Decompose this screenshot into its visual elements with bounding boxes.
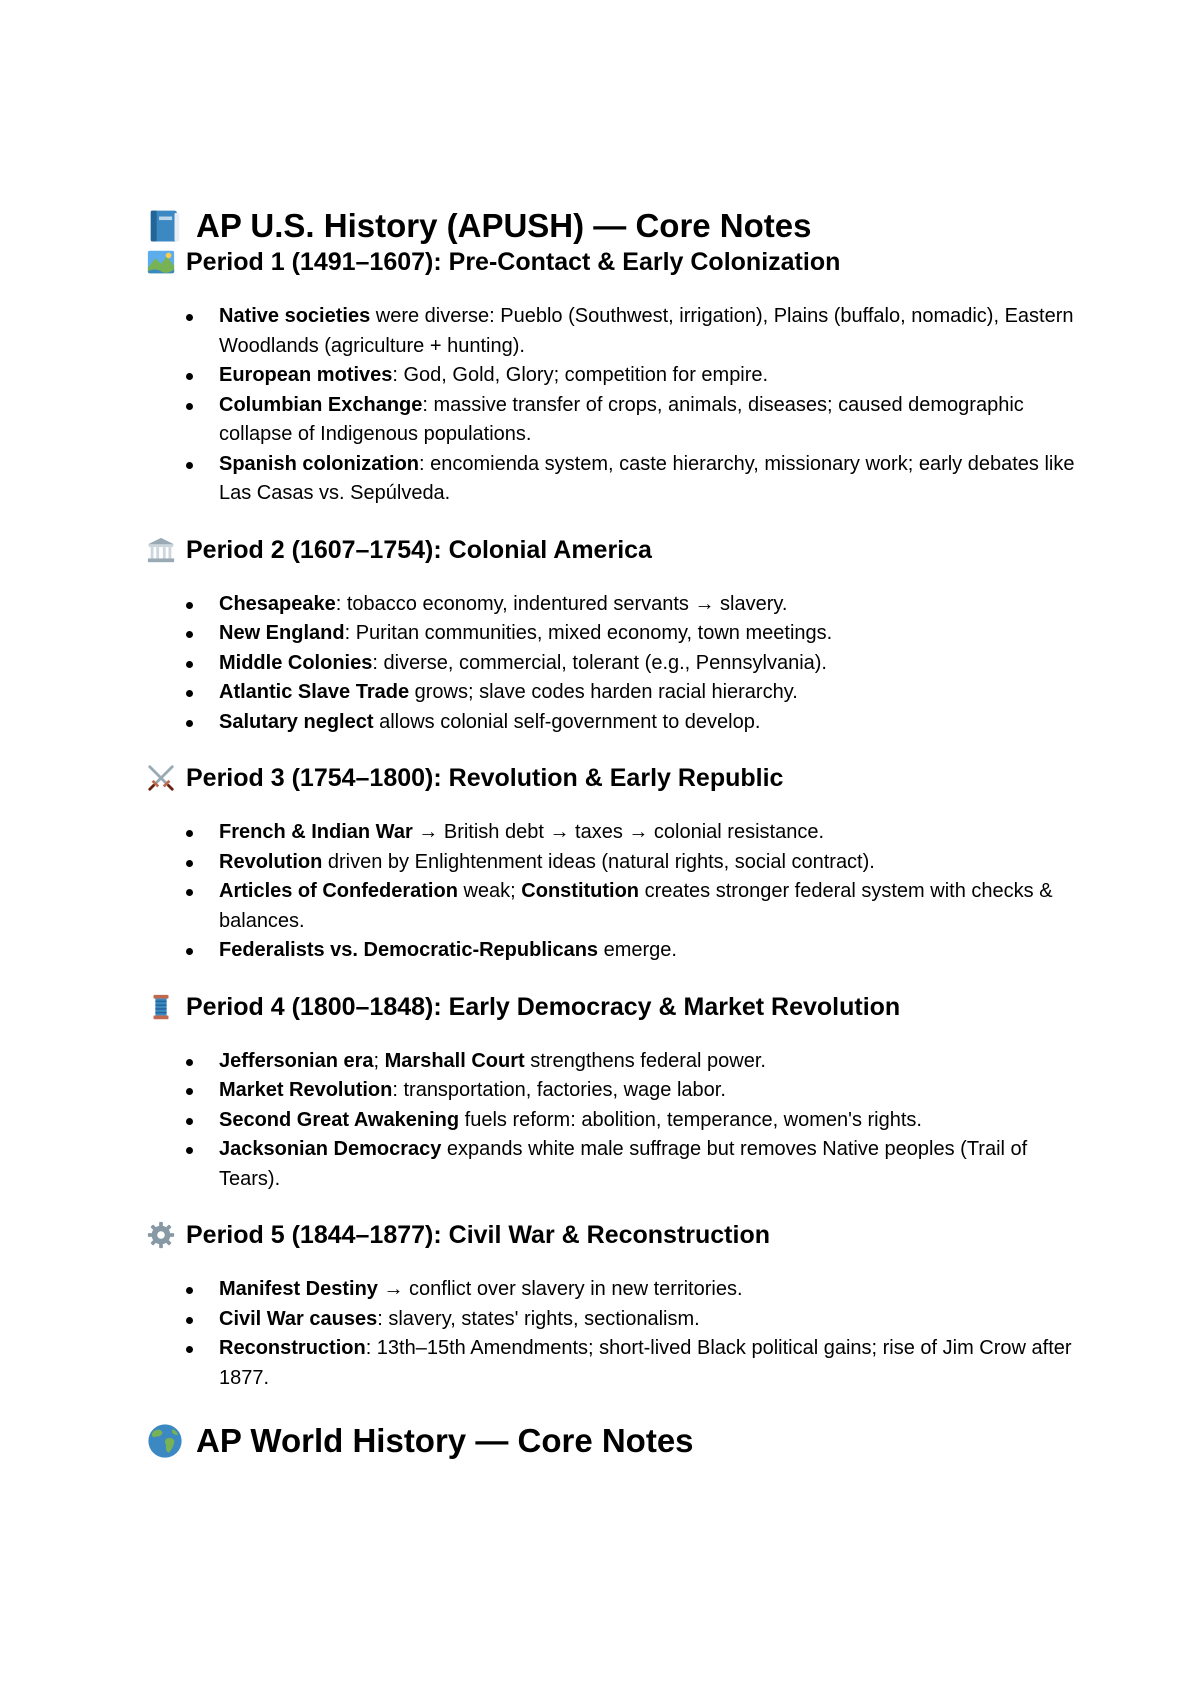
crossed-swords-icon: [146, 763, 176, 793]
list-item: Spanish colonization: encomienda system, caste hierarchy, missionary work; early debates like Las Casas vs. Sepúlveda.: [146, 450, 1076, 509]
map-landscape-icon: [146, 247, 176, 277]
list-item: Articles of Confederation weak; Constitution creates stronger federal system with checks & balances.: [146, 877, 1076, 936]
period-3-heading-text: Period 3 (1754–1800): Revolution & Early Republic: [186, 764, 784, 792]
period-3-list: [146, 818, 1076, 966]
blue-book-icon: [146, 207, 184, 245]
period-4-list: [146, 1047, 1076, 1195]
period-1-heading: [146, 246, 1076, 278]
list-item: Chesapeake: tobacco economy, indentured servants → slavery.: [146, 590, 1076, 620]
list-item: French & Indian War → British debt → taxes → colonial resistance.: [146, 818, 1076, 848]
list-item: European motives: God, Gold, Glory; competition for empire.: [146, 361, 1076, 391]
world-title: [146, 1421, 1076, 1461]
list-item: Market Revolution: transportation, factories, wage labor.: [146, 1076, 1076, 1106]
list-item: Manifest Destiny → conflict over slavery in new territories.: [146, 1275, 1076, 1305]
list-item: Atlantic Slave Trade grows; slave codes harden racial hierarchy.: [146, 678, 1076, 708]
period-5-list: [146, 1275, 1076, 1393]
apush-title: [146, 206, 1076, 246]
apush-title-text: AP U.S. History (APUSH) — Core Notes: [196, 207, 812, 244]
period-2-heading-text: Period 2 (1607–1754): Colonial America: [186, 535, 652, 564]
list-item: Reconstruction: 13th–15th Amendments; short-lived Black political gains; rise of Jim Crow after 1877.: [146, 1334, 1076, 1393]
list-item: Jacksonian Democracy expands white male suffrage but removes Native peoples (Trail of Tears).: [146, 1135, 1076, 1194]
list-item: New England: Puritan communities, mixed economy, town meetings.: [146, 619, 1076, 649]
thread-spool-icon: [146, 992, 176, 1022]
list-item: Salutary neglect allows colonial self-government to develop.: [146, 708, 1076, 738]
list-item: Native societies were diverse: Pueblo (Southwest, irrigation), Plains (buffalo, nomadic), Eastern Woodlands (agriculture + hunting).: [146, 302, 1076, 361]
list-item: Civil War causes: slavery, states' rights, sectionalism.: [146, 1305, 1076, 1335]
list-item: Revolution driven by Enlightenment ideas (natural rights, social contract).: [146, 848, 1076, 878]
classical-building-icon: [146, 535, 176, 565]
period-2-list: [146, 590, 1076, 738]
gear-icon: [146, 1220, 176, 1250]
period-4-heading: [146, 991, 1076, 1023]
period-1-heading-text: Period 1 (1491–1607): Pre-Contact & Early Colonization: [186, 248, 841, 276]
period-4-heading-text: Period 4 (1800–1848): Early Democracy & Market Revolution: [186, 992, 901, 1021]
world-title-text: AP World History — Core Notes: [196, 1422, 694, 1459]
list-item: Jeffersonian era; Marshall Court strengthens federal power.: [146, 1047, 1076, 1077]
period-1-list: [146, 302, 1076, 509]
list-item: Columbian Exchange: massive transfer of crops, animals, diseases; caused demographic collapse of Indigenous populations.: [146, 391, 1076, 450]
notes-document: [146, 206, 1076, 1461]
period-5-heading: [146, 1219, 1076, 1251]
list-item: Federalists vs. Democratic-Republicans emerge.: [146, 936, 1076, 966]
period-5-heading-text: Period 5 (1844–1877): Civil War & Reconstruction: [186, 1221, 770, 1249]
list-item: Middle Colonies: diverse, commercial, tolerant (e.g., Pennsylvania).: [146, 649, 1076, 679]
globe-icon: [146, 1422, 184, 1460]
period-3-heading: [146, 762, 1076, 794]
period-2-heading: [146, 534, 1076, 566]
list-item: Second Great Awakening fuels reform: abolition, temperance, women's rights.: [146, 1106, 1076, 1136]
